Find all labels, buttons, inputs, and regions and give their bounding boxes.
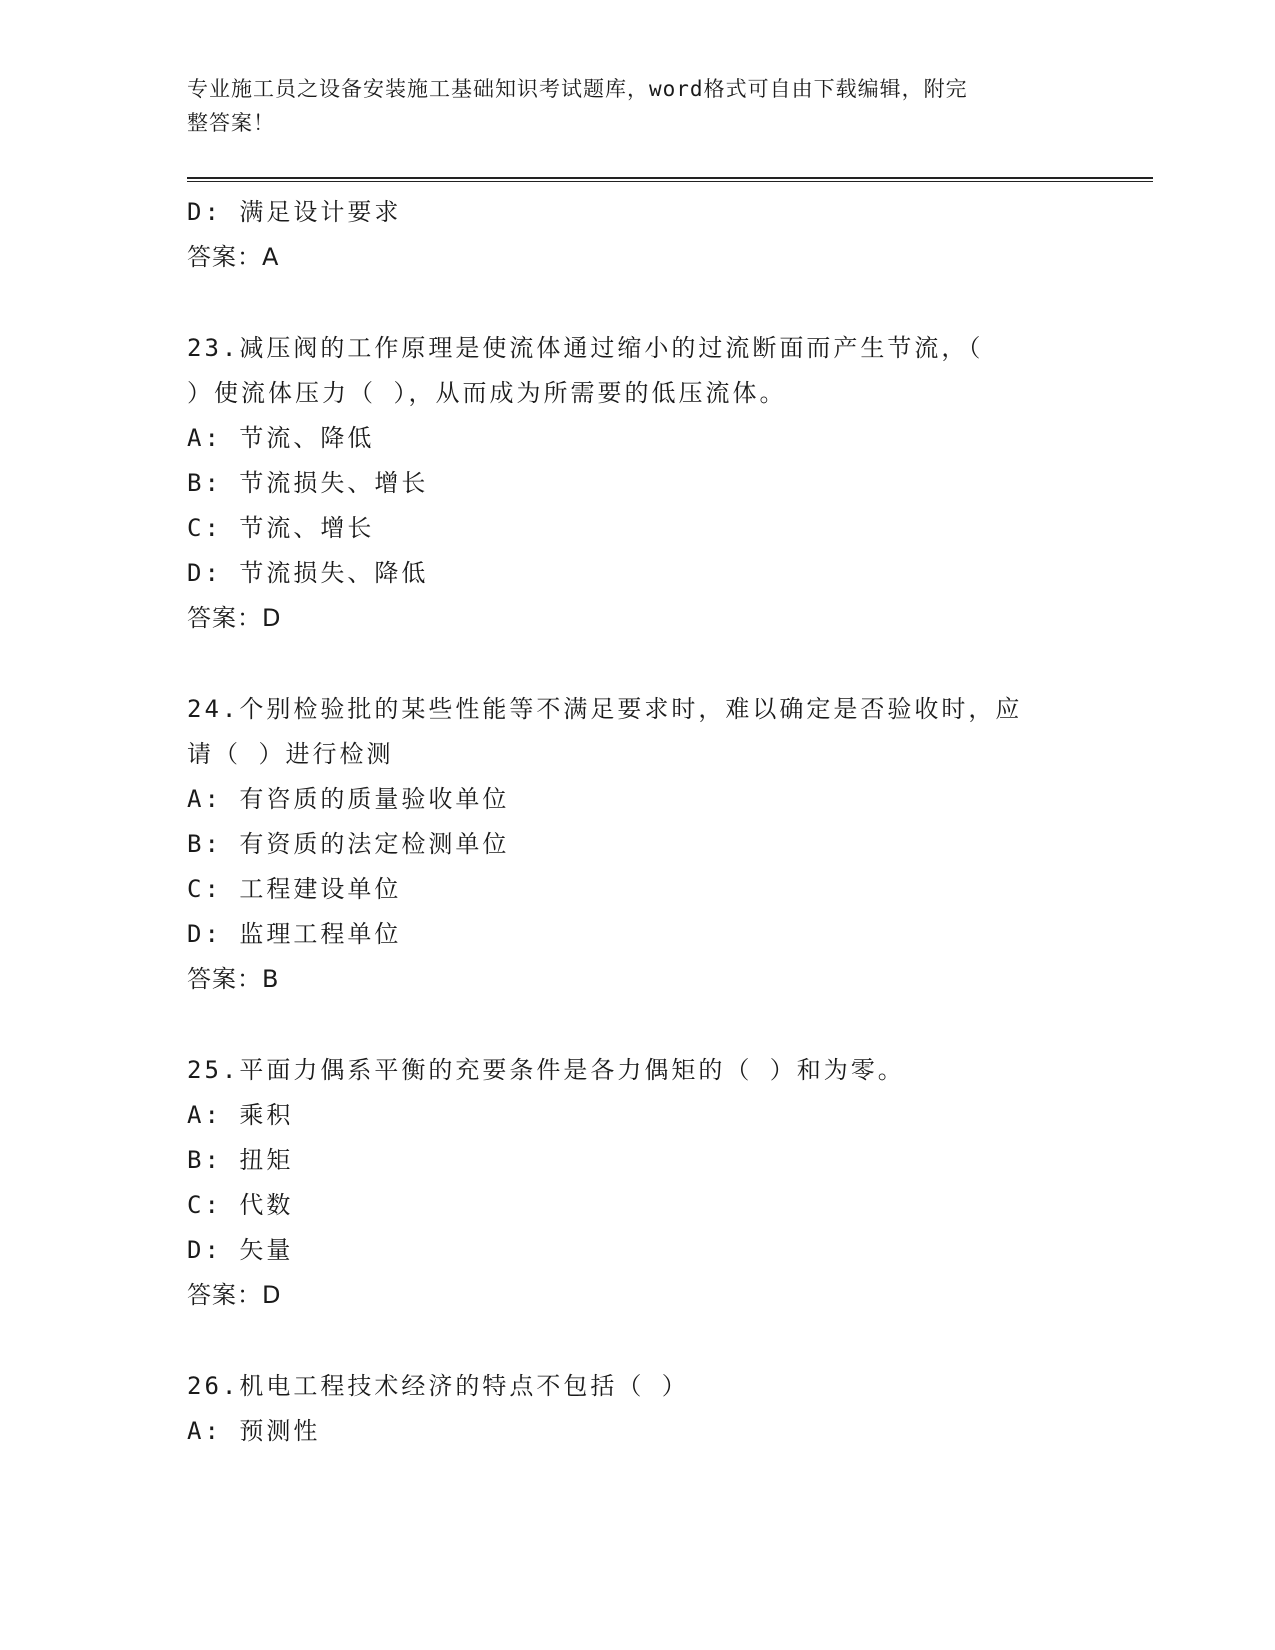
page-header <box>187 72 1087 140</box>
header-line-1: 专业施工员之设备安装施工基础知识考试题库，word格式可自由下载编辑，附完 <box>187 77 968 101</box>
question-24 <box>187 687 1087 1002</box>
question-26 <box>187 1364 1087 1454</box>
option-d: D: 满足设计要求 <box>187 198 402 226</box>
option-a: A: 节流、降低 <box>187 424 375 452</box>
option-c: C: 节流、增长 <box>187 514 375 542</box>
answer: 答案：D <box>187 1281 282 1309</box>
question-list <box>187 190 1087 1454</box>
question-stem: 25.平面力偶系平衡的充要条件是各力偶矩的（ ）和为零。 <box>187 1056 905 1084</box>
question-stem: 24.个别检验批的某些性能等不满足要求时，难以确定是否验收时，应 <box>187 695 1023 723</box>
answer: 答案：B <box>187 965 280 993</box>
option-d: D: 节流损失、降低 <box>187 559 429 587</box>
header-line-2: 整答案！ <box>187 111 275 135</box>
option-d: D: 监理工程单位 <box>187 920 402 948</box>
option-d: D: 矢量 <box>187 1236 294 1264</box>
option-c: C: 工程建设单位 <box>187 875 402 903</box>
option-b: B: 扭矩 <box>187 1146 294 1174</box>
previous-question-tail <box>187 190 1087 280</box>
answer: 答案：A <box>187 243 280 271</box>
question-stem-continued: ）使流体压力（ ），从而成为所需要的低压流体。 <box>187 379 787 407</box>
option-a: A: 预测性 <box>187 1417 321 1445</box>
question-stem: 26.机电工程技术经济的特点不包括（ ） <box>187 1372 689 1400</box>
question-23 <box>187 326 1087 641</box>
option-a: A: 有咨质的质量验收单位 <box>187 785 510 813</box>
question-25 <box>187 1048 1087 1318</box>
spacer <box>187 1002 1087 1048</box>
header-divider <box>187 177 1153 182</box>
option-b: B: 有资质的法定检测单位 <box>187 830 510 858</box>
option-c: C: 代数 <box>187 1191 294 1219</box>
option-a: A: 乘积 <box>187 1101 294 1129</box>
option-b: B: 节流损失、增长 <box>187 469 429 497</box>
question-stem-continued: 请（ ）进行检测 <box>187 740 394 768</box>
spacer <box>187 641 1087 687</box>
answer: 答案：D <box>187 604 282 632</box>
question-stem: 23.减压阀的工作原理是使流体通过缩小的过流断面而产生节流，（ <box>187 334 984 362</box>
spacer <box>187 280 1087 326</box>
spacer <box>187 1318 1087 1364</box>
